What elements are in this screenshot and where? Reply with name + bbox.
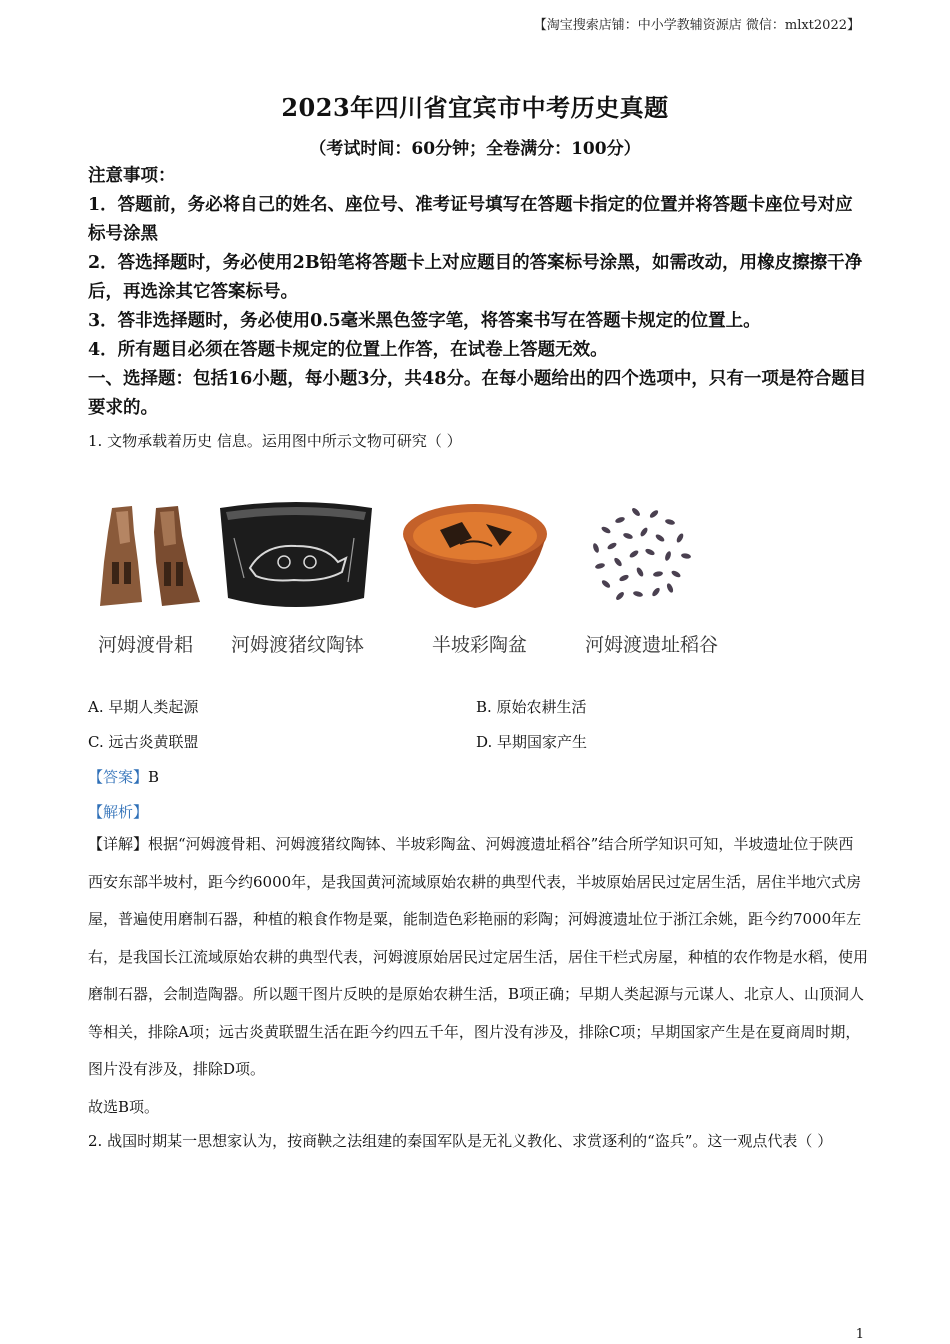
detail-paragraph [88,826,868,1126]
question-2-stem: 2. 战国时期某一思想家认为，按商鞅之法组建的秦国军队是无礼义教化、求赏逐利的“盗兵”。这一观点代表（ ） [88,1132,833,1150]
header-note: 【淘宝搜索店铺：中小学教辅资源店 微信：mlxt2022】 [533,18,860,33]
notice-heading: 注意事项： [88,166,176,186]
artifact-label: 半坡彩陶盆 [432,634,528,656]
artifact-figure [88,490,748,670]
notice-item: 3．答非选择题时，务必使用0.5毫米黑色签字笔，将答案书写在答题卡规定的位置上。 [88,311,761,331]
bone-spade-image [90,502,208,612]
painted-basin-image [400,498,550,614]
exam-title: 2023年四川省宜宾市中考历史真题 [281,93,669,122]
option-b: B. 原始农耕生活 [476,698,587,716]
notice-item: 2．答选择题时，务必使用2B铅笔将答题卡上对应题目的答案标号涂黑，如需改动，用橡皮擦擦干净后，再选涂其它答案标号。 [88,253,863,302]
answer-value: B [148,768,160,786]
artifact-label: 河姆渡猪纹陶钵 [231,634,365,656]
option-d: D. 早期国家产生 [476,733,588,751]
section-heading: 一、选择题：包括16小题，每小题3分，共48分。在每小题给出的四个选项中，只有一项是符合题目要求的。 [88,369,867,418]
answer-tag: 【答案】 [88,768,149,786]
notice-block [88,162,868,423]
answer-line [88,766,159,787]
option-c: C. 远古炎黄联盟 [88,733,199,751]
question-1-stem: 1. 文物承载着历史 信息。运用图中所示文物可研究（ ） [88,432,462,450]
page-number: 1 [855,1327,864,1342]
notice-item: 4．所有题目必须在答题卡规定的位置上作答，在试卷上答题无效。 [88,340,608,360]
artifact-label: 河姆渡遗址稻谷 [585,634,719,656]
conclusion-text: 故选B项。 [88,1097,160,1116]
exam-subtitle: （考试时间：60分钟；全卷满分：100分） [309,139,641,159]
detail-text: 【详解】根据“河姆渡骨耜、河姆渡猪纹陶钵、半坡彩陶盆、河姆渡遗址稻谷”结合所学知识可知，半坡遗址位于陕西西安东部半坡村，距今约6000年，是我国黄河流域原始农耕的典型代表，半坡原始居民过定居生活，居住半地穴式房屋，普遍使用磨制石器，种植的粮食作物是粟，能制造色彩艳丽的彩陶；河姆渡遗址位于浙江余姚，距今约7000年左右，是我国长江流域原始农耕的典型代表，河姆渡原始居民过定居生活，居住干栏式房屋，种植的农作物是水稻，使用磨制石器，会制造陶器。所以题干图片反映的是原始农耕生活，B项正确；早期人类起源与元谋人、北京人、山顶洞人等相关，排除A项；远古炎黄联盟生活在距今约四五千年，图片没有涉及，排除C项；早期国家产生是在夏商周时期，图片没有涉及，排除D项。 [88,835,869,1078]
option-a: A. 早期人类起源 [88,698,199,716]
pig-pattern-bowl-image [214,498,378,614]
notice-item: 1．答题前，务必将自己的姓名、座位号、准考证号填写在答题卡指定的位置并将答题卡座位号对应标号涂黑 [88,195,853,244]
rice-grains-image [576,490,708,618]
analysis-tag: 【解析】 [88,803,149,821]
artifact-label: 河姆渡骨耜 [98,634,194,656]
